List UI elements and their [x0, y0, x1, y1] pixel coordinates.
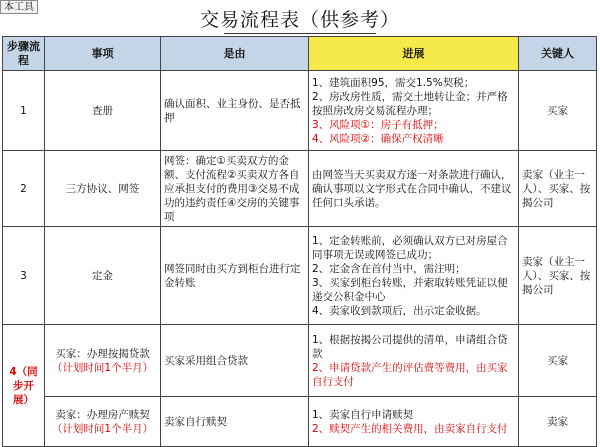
- progress-line: 4、卖家收到款项后，出示定金收据。: [312, 304, 487, 317]
- table-row: [3, 325, 597, 397]
- item-label: 卖家：办理房产赎契: [55, 408, 150, 421]
- progress-line: 2、定金含在首付当中，需注明；: [312, 262, 466, 275]
- item-note: （计划时间1个半月）: [51, 422, 154, 435]
- progress-cell: [309, 71, 519, 151]
- progress-cell: [309, 325, 519, 397]
- table-row: [3, 71, 597, 151]
- step-number: 2: [3, 151, 45, 227]
- reason-cell: 确认面积、业主身份、是否抵押: [161, 71, 309, 151]
- risk-line: 3、风险项①：房子有抵押；: [312, 118, 444, 131]
- page-title: 交易流程表（供参考）: [199, 9, 400, 31]
- item-note: （计划时间1个半月）: [51, 361, 154, 374]
- risk-line: 4、风险项②：确保产权清晰: [312, 132, 444, 145]
- header-step: 步骤流程: [3, 37, 45, 71]
- progress-line: 2、房改房性质，需交土地转让金；并严格按照房改房交易流程办理；: [312, 90, 508, 117]
- header-key-person: 关键人: [519, 37, 597, 71]
- item-cell: 定金: [45, 227, 161, 325]
- title-underline: [224, 33, 376, 34]
- key-person-cell: 买家: [519, 71, 597, 151]
- table-row: [3, 151, 597, 227]
- key-person-cell: 买家: [519, 325, 597, 397]
- process-table: [2, 36, 597, 447]
- table-row: [3, 397, 597, 447]
- reason-cell: 网签同时由买方到柜台进行定金转账: [161, 227, 309, 325]
- progress-cell: [309, 397, 519, 447]
- progress-line: 1、根据按揭公司提供的清单，申请组合贷款: [312, 333, 508, 360]
- reason-cell: 买家采用组合贷款: [161, 325, 309, 397]
- step-number: 4（同步开展）: [3, 325, 45, 447]
- header-item: 事项: [45, 37, 161, 71]
- step-number: 3: [3, 227, 45, 325]
- header-progress: 进展: [309, 37, 519, 71]
- progress-line: 由网签当天买卖双方逐一对条款进行确认，确认事项以文字形式在合同中确认，不建议任何口头承诺。: [312, 168, 512, 209]
- item-cell: 查册: [45, 71, 161, 151]
- item-cell: [45, 397, 161, 447]
- key-person-cell: 卖家: [519, 397, 597, 447]
- item-label: 买家：办理按揭贷款: [55, 347, 150, 360]
- reason-cell: 网签：确定①买卖双方的金额、支付流程②买卖双方各自应承担支付的费用③交易不成功的违约责任④交房的关键事项: [161, 151, 309, 227]
- progress-cell: [309, 151, 519, 227]
- key-person-cell: 卖家（业主一人）、买家、按揭公司: [519, 151, 597, 227]
- table-header-row: [3, 37, 597, 71]
- progress-line: 3、买家到柜台转账，并索取转账凭证以便递交公积金中心: [312, 276, 508, 303]
- progress-line: 1、定金转账前，必须确认双方已对房屋合同事项无误或网签已成功；: [312, 234, 508, 261]
- risk-line: 2、申请贷款产生的评估费等费用，由买家自行支付: [312, 361, 508, 388]
- risk-line: 2、赎契产生的相关费用，由卖家自行支付: [312, 422, 508, 435]
- table-row: [3, 227, 597, 325]
- progress-line: 1、建筑面积95，需交1.5%契税；: [312, 76, 475, 89]
- progress-cell: [309, 227, 519, 325]
- tool-tab-label[interactable]: 本工具: [0, 0, 38, 14]
- item-cell: 三方协议、网签: [45, 151, 161, 227]
- item-cell: [45, 325, 161, 397]
- reason-cell: 卖家自行赎契: [161, 397, 309, 447]
- step-number: 1: [3, 71, 45, 151]
- progress-line: 1、卖家自行申请赎契: [312, 408, 414, 421]
- header-reason: 是由: [161, 37, 309, 71]
- key-person-cell: 卖家（业主一人）、买家、按揭公司: [519, 227, 597, 325]
